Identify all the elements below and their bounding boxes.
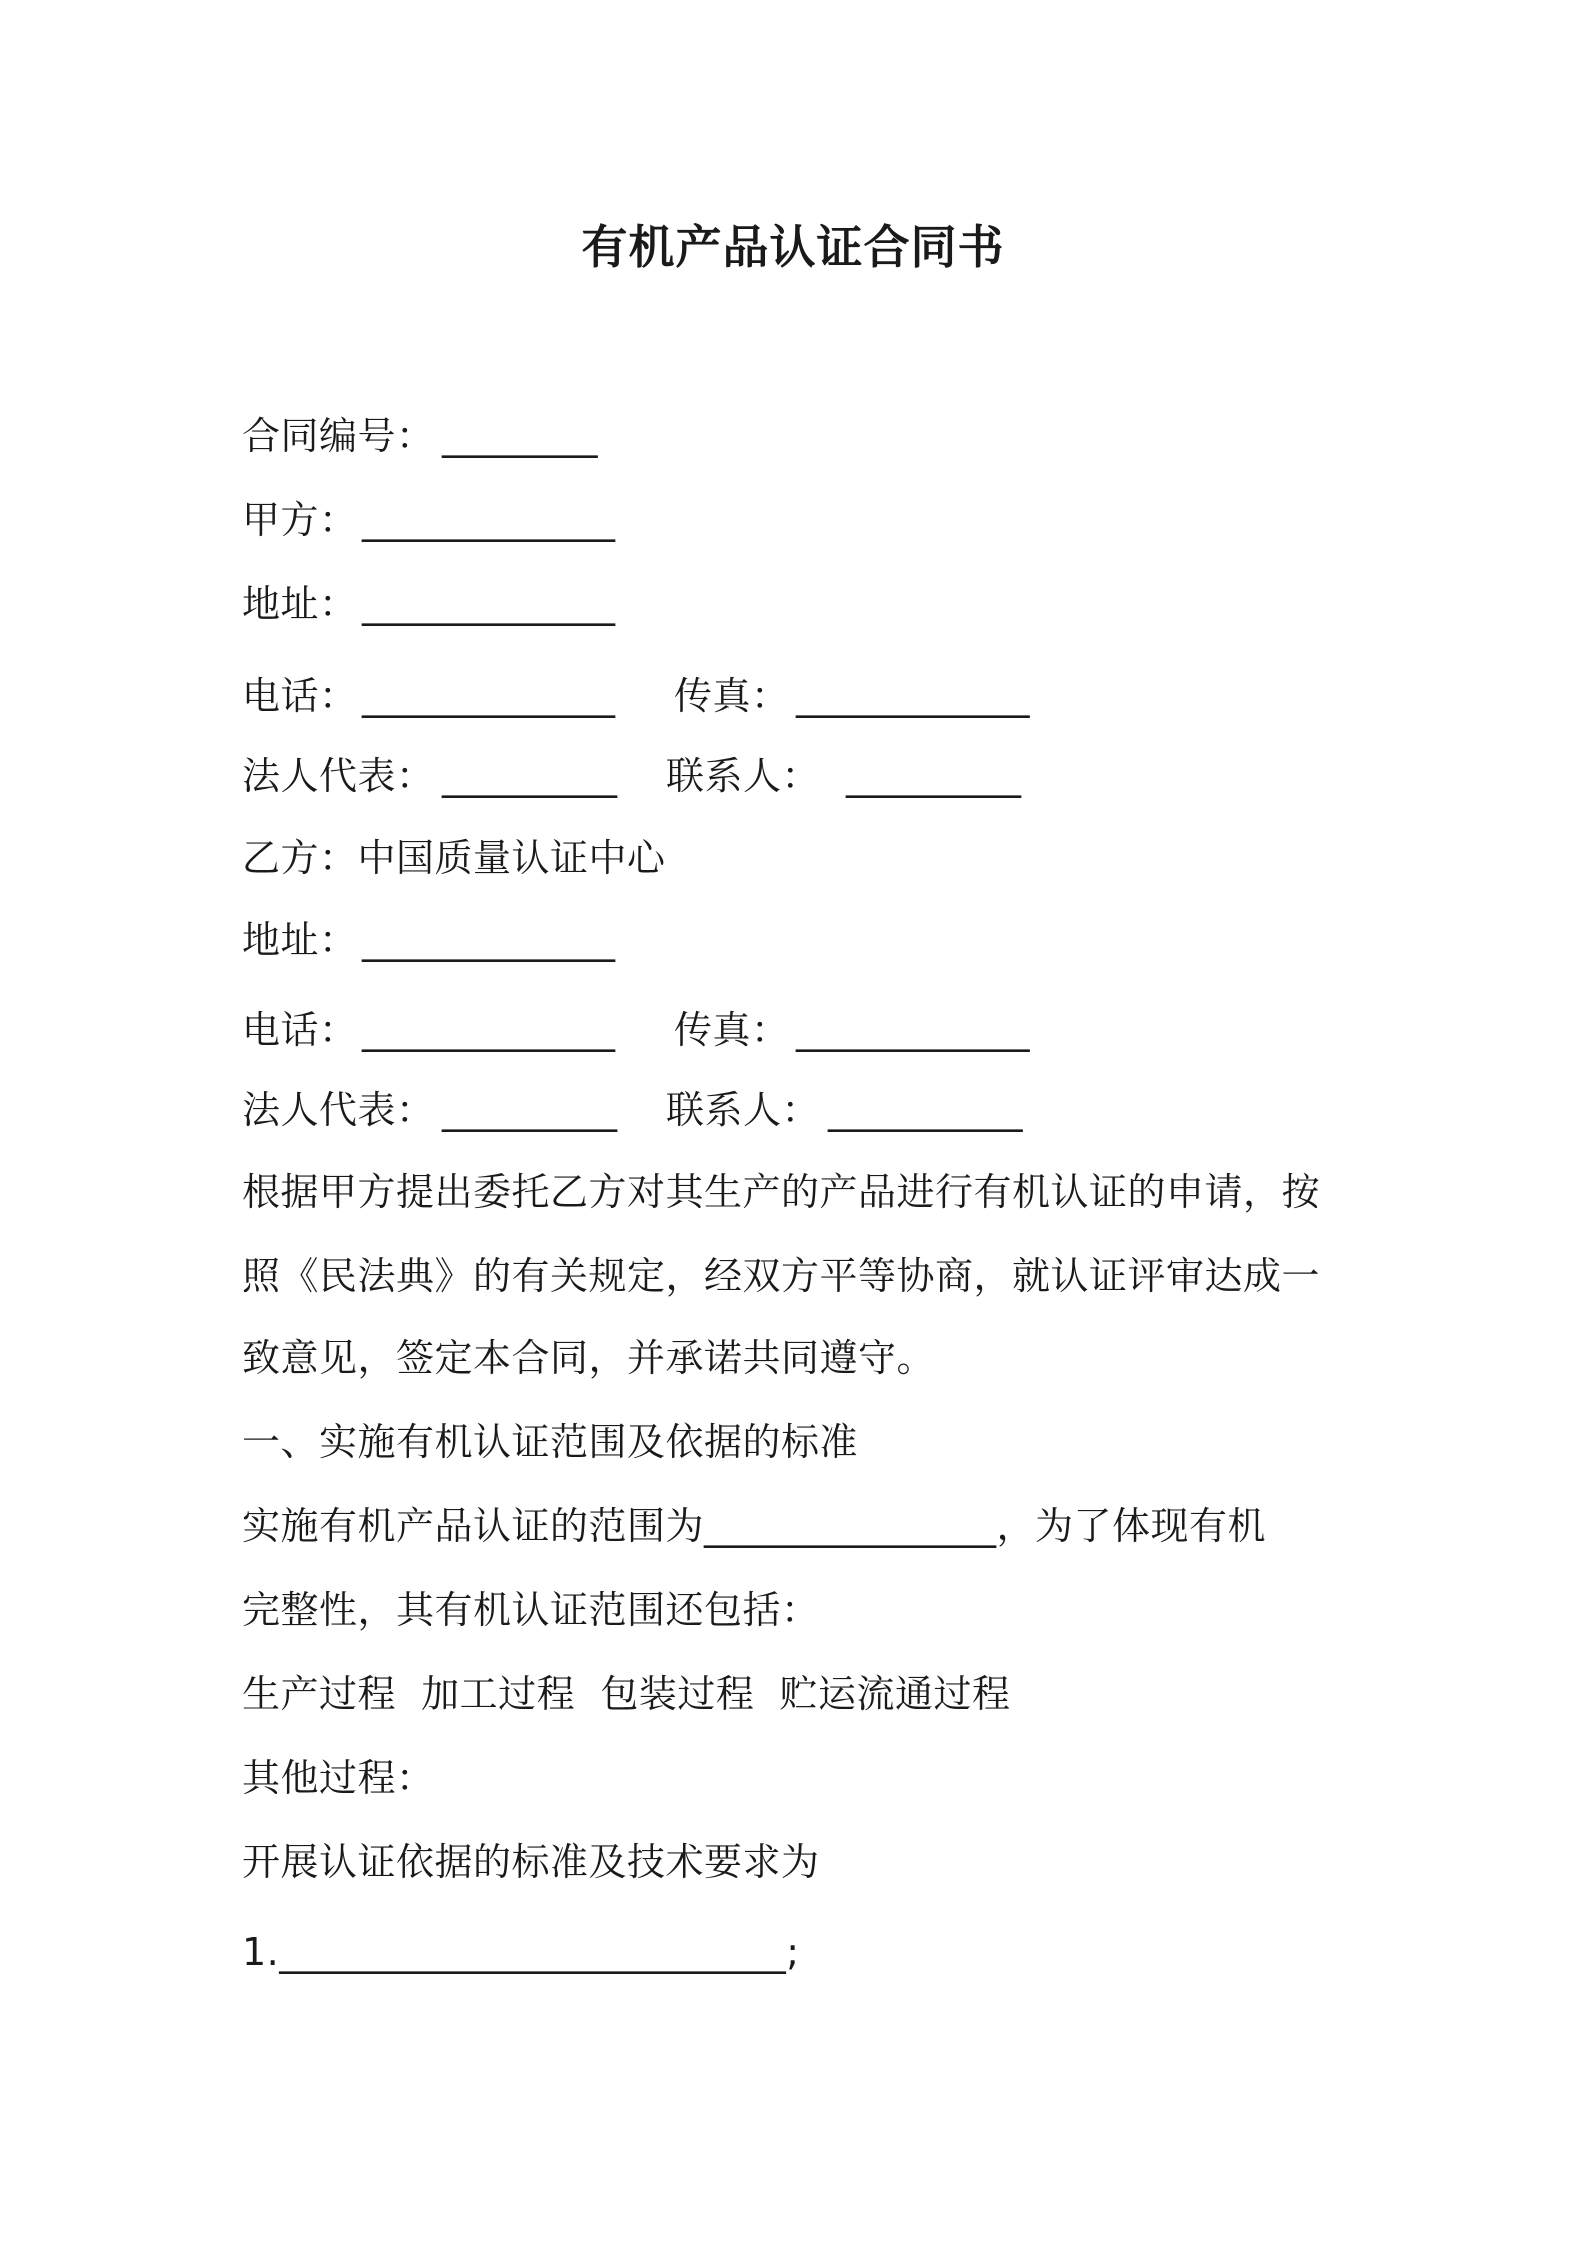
standard-item-1: 1.__________________________;: [242, 1930, 800, 1974]
contract-number-label: 合同编号：: [242, 414, 435, 458]
party-b-name: 乙方：中国质量认证中心: [242, 836, 666, 880]
party-a-phone-label: 电话：: [242, 674, 358, 718]
party-b-fax-label: 传真：: [674, 1008, 790, 1052]
document-title: 有机产品认证合同书: [581, 220, 1005, 274]
party-a-rep-label: 法人代表：: [242, 754, 435, 798]
party-b-phone-blank: _____________: [362, 1008, 616, 1052]
contract-number-blank: ________: [442, 414, 598, 458]
party-a-label: 甲方：: [242, 498, 358, 542]
party-a-address-blank: _____________: [362, 582, 616, 626]
process-list: 生产过程 加工过程 包装过程 贮运流通过程: [242, 1672, 1011, 1716]
party-a-blank: _____________: [362, 498, 616, 542]
party-a-fax-label: 传真：: [674, 674, 790, 718]
party-b-phone-label: 电话：: [242, 1008, 358, 1052]
standards-intro: 开展认证依据的标准及技术要求为: [242, 1840, 820, 1884]
preamble-line-1: 根据甲方提出委托乙方对其生产的产品进行有机认证的申请，按: [242, 1170, 1321, 1214]
party-b-rep-label: 法人代表：: [242, 1088, 435, 1132]
preamble-line-3: 致意见，签定本合同，并承诺共同遵守。: [242, 1336, 936, 1380]
other-process: 其他过程：: [242, 1756, 435, 1800]
party-a-contact-label: 联系人：: [666, 754, 821, 798]
section-1-heading: 一、实施有机认证范围及依据的标准: [242, 1420, 859, 1464]
party-b-rep-blank: _________: [442, 1088, 618, 1132]
party-b-contact-label: 联系人：: [666, 1088, 821, 1132]
party-a-fax-blank: ____________: [796, 674, 1030, 718]
party-a-phone-blank: _____________: [362, 674, 616, 718]
preamble-line-2: 照《民法典》的有关规定，经双方平等协商，就认证评审达成一: [242, 1254, 1321, 1298]
party-a-contact-blank: _________: [846, 754, 1022, 798]
scope-line-2: 完整性，其有机认证范围还包括：: [242, 1588, 820, 1632]
party-a-address-label: 地址：: [242, 582, 358, 626]
party-b-address-label: 地址：: [242, 918, 358, 962]
party-b-fax-blank: ____________: [796, 1008, 1030, 1052]
party-b-contact-blank: __________: [828, 1088, 1023, 1132]
scope-line-1: 实施有机产品认证的范围为_______________，为了体现有机: [242, 1504, 1267, 1548]
party-a-rep-blank: _________: [442, 754, 618, 798]
party-b-address-blank: _____________: [362, 918, 616, 962]
